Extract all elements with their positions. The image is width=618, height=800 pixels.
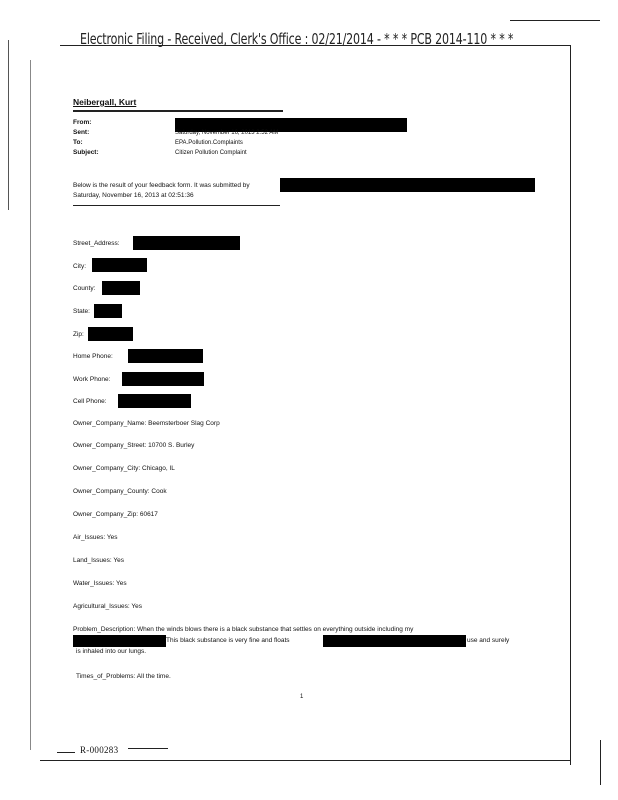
intro-line-2: Saturday, November 16, 2013 at 02:51:36 xyxy=(73,192,194,199)
field-owner-company-zip: Owner_Company_Zip: 60617 xyxy=(73,511,158,518)
field-times-of-problems: Times_of_Problems: All the time. xyxy=(76,673,171,680)
scan-border-left xyxy=(30,60,31,750)
cell-phone-redaction xyxy=(118,394,191,408)
submitter-redaction xyxy=(280,178,535,192)
problem-description-line-2b: use and surely xyxy=(467,637,510,644)
zip-redaction xyxy=(88,327,133,341)
subject-label: Subject: xyxy=(73,149,99,156)
field-street-address: Street_Address: xyxy=(73,240,120,247)
work-phone-redaction xyxy=(122,372,204,386)
problem-description-line-2a: This black substance is very fine and floats xyxy=(166,637,290,644)
field-work-phone: Work Phone: xyxy=(73,376,111,383)
sent-label: Sent: xyxy=(73,129,90,136)
field-owner-company-name: Owner_Company_Name: Beemsterboer Slag Corp xyxy=(73,420,220,427)
to-label: To: xyxy=(73,139,83,146)
field-county: County: xyxy=(73,285,96,292)
problem-redaction-1 xyxy=(73,635,166,647)
scan-mark-right xyxy=(600,740,601,785)
scan-border-right xyxy=(570,45,571,765)
field-owner-company-city: Owner_Company_City: Chicago, IL xyxy=(73,465,175,472)
sent-value: Saturday, November 16, 2013 2:52 AM xyxy=(175,130,279,136)
field-agricultural-issues: Agricultural_Issues: Yes xyxy=(73,603,143,610)
home-phone-redaction xyxy=(128,349,203,363)
scan-mark-top-right xyxy=(510,20,600,21)
field-land-issues: Land_Issues: Yes xyxy=(73,557,124,564)
bates-number: R-000283 xyxy=(80,745,119,755)
subject-value: Citizen Pollution Complaint xyxy=(175,150,247,156)
intro-rule xyxy=(73,205,280,206)
sender-name: Neibergall, Kurt xyxy=(73,97,137,107)
field-city: City: xyxy=(73,263,86,270)
bates-rule-left xyxy=(57,752,75,753)
city-redaction xyxy=(92,258,147,272)
field-cell-phone: Cell Phone: xyxy=(73,398,107,405)
field-water-issues: Water_Issues: Yes xyxy=(73,580,127,587)
from-label: From: xyxy=(73,119,92,126)
field-owner-company-street: Owner_Company_Street: 10700 S. Burley xyxy=(73,442,195,449)
intro-line-1: Below is the result of your feedback form. It was submitted by xyxy=(73,182,250,189)
street-redaction xyxy=(133,236,240,250)
page-number: 1 xyxy=(300,694,304,700)
to-value: EPA.Pollution.Complaints xyxy=(175,140,243,146)
field-air-issues: Air_Issues: Yes xyxy=(73,534,118,541)
state-redaction xyxy=(94,304,122,318)
field-owner-company-county: Owner_Company_County: Cook xyxy=(73,488,167,495)
field-zip: Zip: xyxy=(73,331,84,338)
sender-rule xyxy=(73,110,283,112)
problem-description-line-3: is inhaled into our lungs. xyxy=(76,648,147,655)
county-redaction xyxy=(102,281,140,295)
filing-stamp: Electronic Filing - Received, Clerk's Office : 02/21/2014 - * * * PCB 2014-110 * * * xyxy=(80,30,514,48)
bates-rule-right xyxy=(128,748,168,749)
field-state: State: xyxy=(73,308,90,315)
scan-border-bottom xyxy=(40,760,570,761)
field-home-phone: Home Phone: xyxy=(73,353,113,360)
problem-description-line-1: Problem_Description: When the winds blows there is a black substance that settles on everything outside including my xyxy=(73,626,414,633)
scan-mark-left xyxy=(8,40,9,210)
problem-redaction-2 xyxy=(323,635,466,647)
